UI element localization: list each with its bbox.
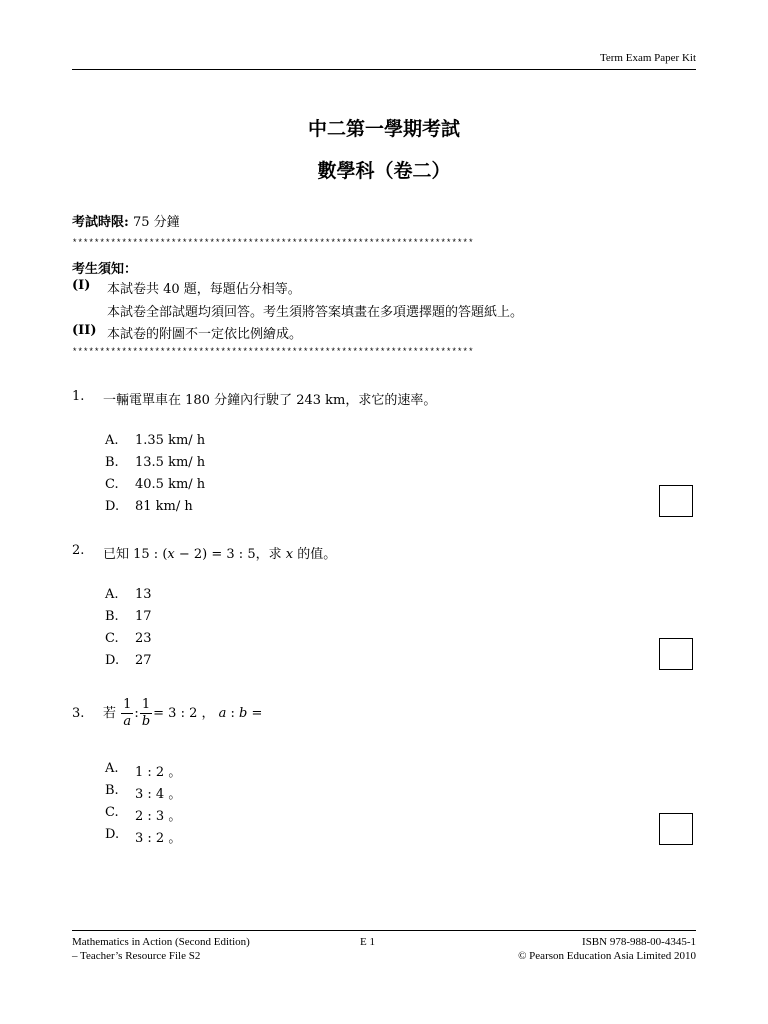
question-3-option-a-letter: A. [105,761,119,776]
question-1-number: 1. [72,389,85,404]
question-1-option-d-letter: D. [105,499,120,514]
exam-subject: 數學科（卷二） [317,160,451,182]
exam-time-value: 75 分鐘 [128,215,180,230]
question-2-option-a-text: 13 [135,587,152,602]
notice-text-i-2: 本試卷全部試題均須回答。考生須將答案填畫在多項選擇題的答題紙上。 [107,305,524,320]
question-1-option-c-letter: C. [105,477,119,492]
exam-time-label: 考試時限: [72,215,129,230]
question-3-option-c-letter: C. [105,805,119,820]
question-3-colon: : [134,706,139,721]
question-1-option-b-text: 13.5 km/ h [135,455,206,470]
question-2-option-b-letter: B. [105,609,119,624]
question-3-fraction-2 [140,697,152,730]
question-3-option-d-letter: D. [105,827,120,842]
footer-book-subtitle: – Teacher’s Resource File S2 [72,950,201,962]
question-2-text-pre: 已知 15 : ( [103,547,168,562]
footer-page-number: E 1 [360,936,375,948]
exam-title: 中二第一學期考試 [307,118,460,140]
question-2-option-d-text: 27 [135,653,152,668]
question-3-fraction-2-denominator: b [141,714,151,729]
question-2-text-post: − 2) = 3 : 5，求 [174,547,286,562]
footer-book-title: Mathematics in Action (Second Edition) [72,936,250,948]
footer-isbn: ISBN 978-988-00-4345-1 [582,936,696,948]
notice-text-ii-1: 本試卷的附圖不一定依比例繪成。 [107,327,303,342]
question-2-answer-box[interactable] [659,638,693,670]
question-3-fraction-1-denominator: a [123,714,132,729]
header-rule [72,69,696,70]
question-3-text-end: = [247,706,263,721]
question-3-text-colon: : [226,706,240,721]
question-3-fraction-1 [121,697,133,730]
notice-text-i-1: 本試卷共 40 題，每題佔分相等。 [107,282,301,297]
question-2-option-a-letter: A. [105,587,119,602]
question-1-text: 一輛電單車在 180 分鐘內行駛了 243 km，求它的速率。 [103,393,437,408]
question-3-var-a: a [218,706,227,721]
star-divider-top: ************************************************************************* [72,238,474,248]
star-divider-bottom: ************************************************************************* [72,347,474,357]
question-2-option-c-letter: C. [105,631,119,646]
question-3-text-pre: 若 [103,706,121,721]
notice-label-ii: (II) [72,323,97,338]
question-2-text [103,543,336,562]
question-3-text-mid: = 3 : 2 ， [153,706,219,721]
notice-label-i: (I) [72,278,91,293]
question-3-option-d-text: 3 : 2 。 [135,831,182,846]
question-2-text-end: 的值。 [293,547,337,562]
question-1-option-d-text: 81 km/ h [135,499,193,514]
question-1-answer-box[interactable] [659,485,693,517]
notice-heading: 考生須知： [72,262,138,277]
question-3-var-b: b [239,706,248,721]
question-2-number: 2. [72,543,85,558]
question-1-option-b-letter: B. [105,455,119,470]
question-2-var-x2: x [285,547,294,562]
question-2-option-c-text: 23 [135,631,152,646]
header-kit-label: Term Exam Paper Kit [599,52,696,64]
question-3-fraction-2-numerator: 1 [140,697,152,714]
question-3-answer-box[interactable] [659,813,693,845]
question-3-option-b-letter: B. [105,783,119,798]
question-3-text [103,697,262,730]
question-2-var-x: x [167,547,175,562]
question-1-option-c-text: 40.5 km/ h [135,477,206,492]
exam-time [72,211,180,230]
question-3-fraction-1-numerator: 1 [123,697,132,712]
question-1-option-a-text: 1.35 km/ h [135,433,206,448]
footer-copyright: © Pearson Education Asia Limited 2010 [518,950,696,962]
question-3-number: 3. [72,706,85,721]
question-3-option-a-text: 1 : 2 。 [135,765,182,780]
question-3-option-c-text: 2 : 3 。 [135,809,182,824]
question-2-option-d-letter: D. [105,653,120,668]
question-2-option-b-text: 17 [135,609,152,624]
question-3-option-b-text: 3 : 4 。 [135,787,182,802]
question-1-option-a-letter: A. [105,433,119,448]
footer-rule [72,930,696,931]
